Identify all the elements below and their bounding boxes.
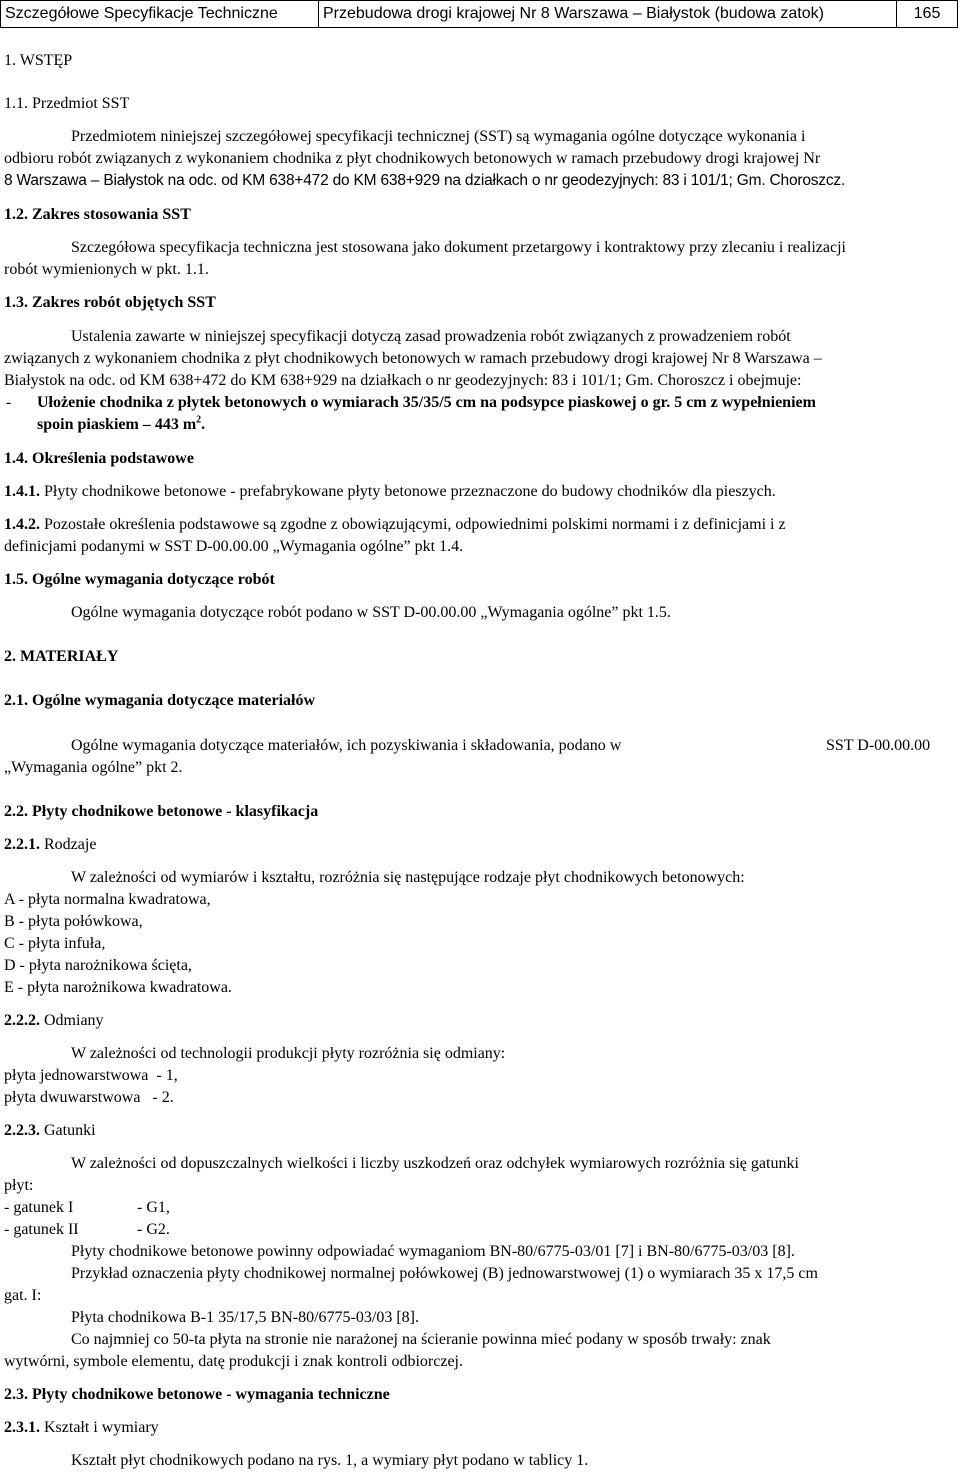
section-2-2-3-intro: płyt:	[4, 1177, 34, 1194]
section-2-2-2-intro: W zależności od technologii produkcji płyty rozróżnia się odmiany:	[71, 1045, 506, 1062]
section-2-2-1-heading: 2.2.1. Rodzaje	[4, 836, 97, 853]
section-2-3-heading: 2.3. Płyty chodnikowe betonowe - wymagania techniczne	[4, 1386, 390, 1403]
section-2-1-line: Ogólne wymagania dotyczące materiałów, ich pozyskiwania i składowania, podano w	[71, 737, 622, 754]
list-item: E - płyta narożnikowa kwadratowa.	[4, 979, 232, 996]
header-page-number: 165	[913, 5, 941, 22]
list-item: płyta dwuwarstwowa - 2.	[4, 1089, 174, 1106]
list-item: D - płyta narożnikowa ścięta,	[4, 957, 192, 974]
section-1-3-line: związanych z wykonaniem chodnika z płyt chodnikowych betonowych w ramach przebudowy drogi krajowej Nr 8 Warszawa –	[4, 350, 822, 367]
scope-item-line: Ułożenie chodnika z płytek betonowych o wymiarach 35/35/5 cm na podsypce piaskowej o gr. 5 cm z wypełnieniem	[37, 394, 816, 411]
paragraph-line: Płyta chodnikowa B-1 35/17,5 BN-80/6775-03/03 [8].	[71, 1309, 419, 1326]
grade-code: - G1,	[137, 1199, 170, 1216]
section-1-3-line: Białystok na odc. od KM 638+472 do KM 638+929 na działkach o nr geodezyjnych: 83 i 101/1; Gm. Choroszcz i obejmuje:	[4, 372, 802, 389]
section-1-3-line: Ustalenia zawarte w niniejszej specyfikacji dotyczą zasad prowadzenia robót związanych z prowadzeniem robót	[71, 328, 791, 345]
scope-item-line: spoin piaskiem – 443 $m^2$.	[37, 414, 206, 433]
section-2-2-3-intro: W zależności od dopuszczalnych wielkości i liczby uszkodzeń oraz odchyłek wymiarowych rozróżnia się gatunki	[71, 1155, 799, 1172]
bullet-dash: -	[6, 394, 12, 411]
list-item: C - płyta infuła,	[4, 935, 106, 952]
paragraph-line: wytwórni, symbole elementu, datę produkcji i znak kontroli odbiorczej.	[4, 1353, 463, 1370]
grade-label: - gatunek II	[4, 1221, 79, 1238]
section-2-2-2-heading: 2.2.2. Odmiany	[4, 1012, 104, 1029]
section-1-2-heading: 1.2. Zakres stosowania SST	[4, 206, 191, 223]
section-2-3-1-heading: 2.3.1. Kształt i wymiary	[4, 1419, 159, 1436]
paragraph-line: Płyty chodnikowe betonowe powinny odpowiadać wymaganiom BN-80/6775-03/01 [7] i BN-80/6775-03/03 [8].	[71, 1243, 795, 1260]
paragraph-line: Co najmniej co 50-ta płyta na stronie nie narażonej na ścieranie powinna mieć podany w sposób trwały: znak	[71, 1331, 771, 1348]
paragraph-line: Przykład oznaczenia płyty chodnikowej normalnej połówkowej (B) jednowarstwowej (1) o wymiarach 35 x 17,5 cm	[71, 1265, 818, 1282]
section-2-2-1-intro: W zależności od wymiarów i kształtu, rozróżnia się następujące rodzaje płyt chodnikowych betonowych:	[71, 869, 745, 886]
section-1-1-heading: 1.1. Przedmiot SST	[4, 95, 130, 112]
paragraph-line: gat. I:	[4, 1287, 42, 1304]
section-1-4-heading: 1.4. Określenia podstawowe	[4, 450, 194, 467]
section-1-3-heading: 1.3. Zakres robót objętych SST	[4, 294, 216, 311]
definition-1-4-2: 1.4.2. Pozostałe określenia podstawowe są zgodne z obowiązującymi, odpowiednimi polskimi normami i z definicjami i z	[4, 516, 786, 533]
section-1-1-line: 8 Warszawa – Białystok na odc. od KM 638+472 do KM 638+929 na działkach o nr geodezyjnych: 83 i 101/1; Gm. Choroszcz.	[4, 172, 846, 189]
section-2-1-line-ref: SST D-00.00.00	[826, 737, 931, 754]
section-1-1-line: odbioru robót związanych z wykonaniem chodnika z płyt chodnikowych betonowych w ramach przebudowy drogi krajowej Nr	[4, 150, 821, 167]
grade-code: - G2.	[137, 1221, 170, 1238]
header-document-title: Szczegółowe Specyfikacje Techniczne	[1, 1, 319, 27]
section-1-heading: 1. WSTĘP	[4, 52, 73, 69]
list-item: B - płyta połówkowa,	[4, 913, 143, 930]
list-item: płyta jednowarstwowa - 1,	[4, 1067, 178, 1084]
section-1-5-heading: 1.5. Ogólne wymagania dotyczące robót	[4, 571, 275, 588]
header-project-title: Przebudowa drogi krajowej Nr 8 Warszawa – Białystok (budowa zatok)	[319, 1, 897, 27]
section-1-5-line: Ogólne wymagania dotyczące robót podano w SST D-00.00.00 „Wymagania ogólne” pkt 1.5.	[71, 604, 671, 621]
section-1-2-line: robót wymienionych w pkt. 1.1.	[4, 261, 209, 278]
section-1-1-line: Przedmiotem niniejszej szczegółowej specyfikacji technicznej (SST) są wymagania ogólne dotyczące wykonania i	[71, 128, 806, 145]
section-2-2-heading: 2.2. Płyty chodnikowe betonowe - klasyfikacja	[4, 803, 319, 820]
list-item: A - płyta normalna kwadratowa,	[4, 891, 211, 908]
grade-label: - gatunek I	[4, 1199, 74, 1216]
section-2-2-3-heading: 2.2.3. Gatunki	[4, 1122, 96, 1139]
section-2-1-heading: 2.1. Ogólne wymagania dotyczące materiałów	[4, 692, 316, 709]
definition-1-4-1: 1.4.1. Płyty chodnikowe betonowe - prefabrykowane płyty betonowe przeznaczone do budowy chodników dla pieszych.	[4, 483, 776, 500]
section-2-1-line: „Wymagania ogólne” pkt 2.	[4, 759, 183, 776]
section-2-heading: 2. MATERIAŁY	[4, 648, 119, 665]
section-1-2-line: Szczegółowa specyfikacja techniczna jest stosowana jako dokument przetargowy i kontraktowy przy zlecaniu i realizacji	[71, 239, 846, 256]
section-2-3-1-line: Kształt płyt chodnikowych podano na rys. 1, a wymiary płyt podano w tablicy 1.	[71, 1452, 589, 1469]
definition-1-4-2-line: definicjami podanymi w SST D-00.00.00 „Wymagania ogólne” pkt 1.4.	[4, 538, 464, 555]
page-header	[0, 0, 958, 28]
